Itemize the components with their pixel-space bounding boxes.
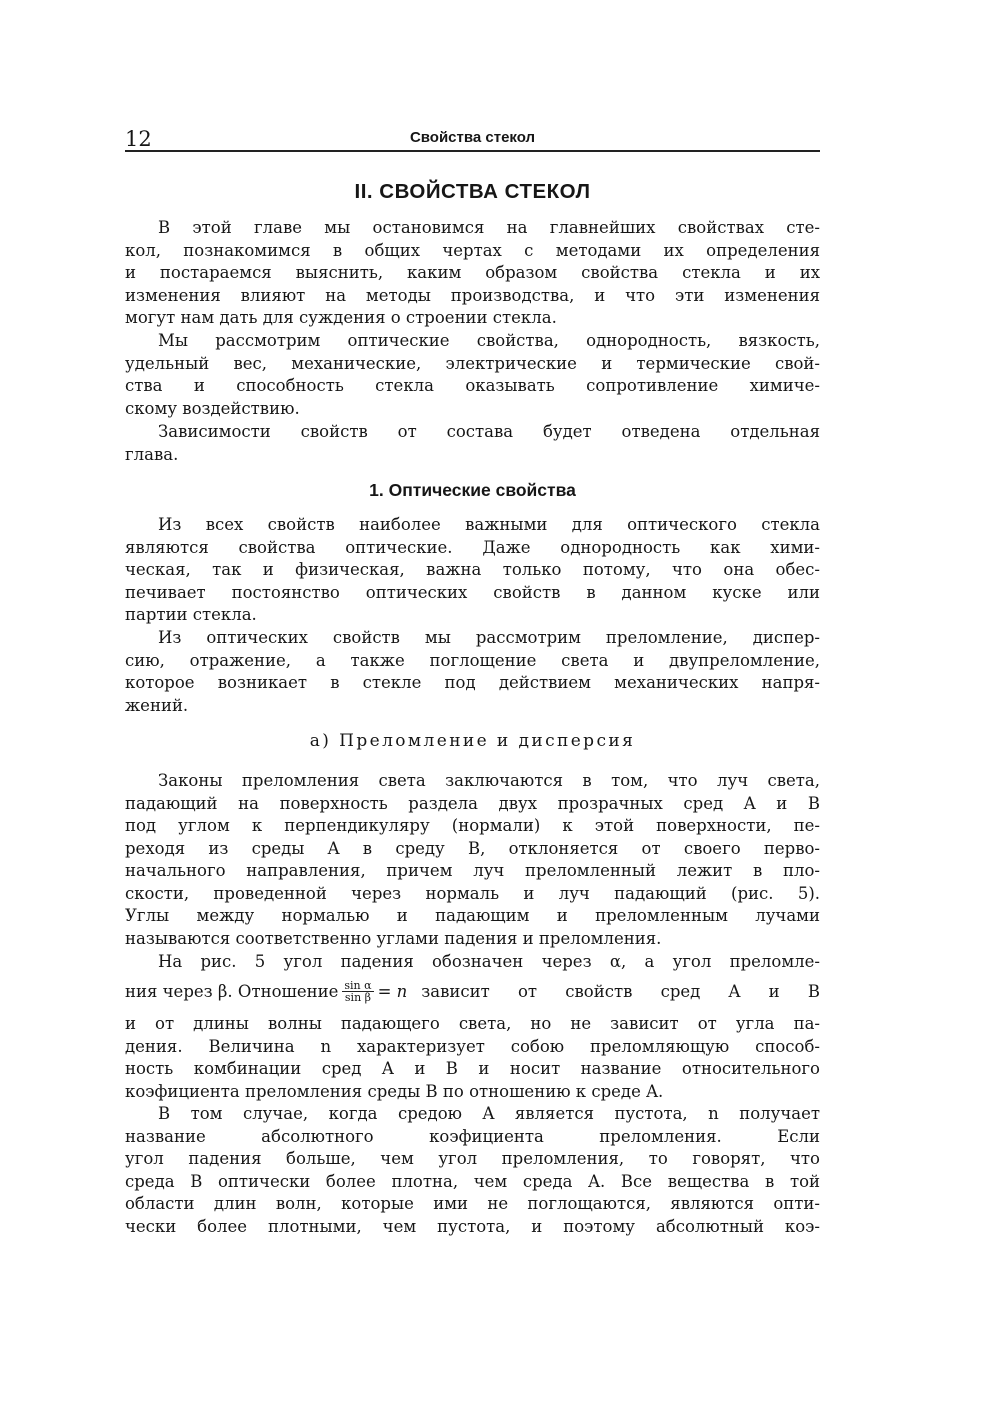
text-line: чески более плотными, чем пустота, и поэтому абсолютный коэ-: [125, 1216, 820, 1236]
formula-numerator: sin α: [344, 978, 372, 992]
text-line: В этой главе мы остановимся на главнейших свойствах сте-: [158, 218, 820, 237]
text-line: печивает постоянство оптических свойств в данном куске или: [125, 582, 820, 602]
formula-denominator: sin β: [344, 990, 372, 1004]
chapter-title: II. СВОЙСТВА СТЕКОЛ: [354, 180, 591, 203]
text-line: Мы рассмотрим оптические свойства, однородность, вязкость,: [158, 331, 820, 350]
text-line: могут нам дать для суждения о строении стекла.: [125, 308, 557, 327]
text-line: падающий на поверхность раздела двух прозрачных сред A и B: [125, 793, 820, 813]
text-fragment: зависит от свойств сред A и B: [421, 982, 820, 1001]
text-line: глава.: [125, 444, 179, 464]
subsection-title: а) Преломление и дисперсия: [309, 731, 636, 751]
text-line: скости, проведенной через нормаль и луч падающий (рис. 5).: [125, 883, 820, 903]
sin-ratio-formula: [342, 980, 373, 1003]
page-number: 12: [125, 127, 152, 151]
text-line: Зависимости свойств от состава будет отведена отдельная: [158, 422, 820, 441]
text-line: ческая, так и физическая, важна только потому, что она обес-: [125, 560, 820, 579]
page-header: [125, 126, 820, 152]
text-line: удельный вес, механические, электрические и термические свой-: [125, 353, 820, 373]
text-line: и постараемся выяснить, каким образом свойства стекла и их: [125, 263, 820, 282]
text-line: кол, познакомимся в общих чертах с методами их определения: [125, 240, 820, 260]
text-line: сию, отражение, а также поглощение света и двупреломление,: [125, 650, 820, 670]
text-line: изменения влияют на методы производства, и что эти изменения: [125, 285, 820, 305]
running-title: Свойства стекол: [409, 129, 536, 146]
text-line: жений.: [125, 695, 189, 715]
text-line: Углы между нормалью и падающим и преломленным лучами: [125, 906, 820, 925]
text-line: скому воздействию.: [125, 398, 300, 418]
text-line: угол падения больше, чем угол преломления, то говорят, что: [125, 1149, 820, 1168]
text-line: называются соответственно углами падения и преломления.: [125, 928, 662, 948]
text-line: которое возникает в стекле под действием механических напря-: [125, 673, 820, 692]
section-title: 1. Оптические свойства: [369, 480, 576, 500]
text-fragment: ния через β. Отношение: [125, 982, 339, 1001]
text-line: ства и способность стекла оказывать сопротивление химиче-: [125, 376, 820, 395]
text-line: Законы преломления света заключаются в том, что луч света,: [158, 771, 820, 790]
text-line: Из всех свойств наиболее важными для оптического стекла: [158, 515, 820, 534]
text-line: партии стекла.: [125, 605, 257, 624]
text-line: реходя из среды A в среду B, отклоняется от своего перво-: [125, 838, 820, 858]
text-line: являются свойства оптические. Даже однородность как хими-: [125, 537, 820, 557]
text-line: название абсолютного коэфициента преломления. Если: [125, 1126, 820, 1146]
formula-rhs: = n: [377, 982, 408, 1001]
text-line: На рис. 5 угол падения обозначен через α, а угол преломле-: [158, 952, 820, 971]
text-line: среда B оптически более плотна, чем среда A. Все вещества в той: [125, 1171, 820, 1191]
text-line: В том случае, когда средою A является пустота, n получает: [158, 1104, 820, 1123]
text-line: начального направления, причем луч преломленный лежит в пло-: [125, 861, 820, 880]
text-line: под углом к перпендикуляру (нормали) к этой поверхности, пе-: [125, 816, 820, 835]
text-line: Из оптических свойств мы рассмотрим преломление, диспер-: [158, 628, 820, 647]
text-line: области длин волн, которые ими не поглощаются, являются опти-: [125, 1194, 820, 1213]
formula-line: [125, 978, 820, 1006]
text-line: ность комбинации сред A и B и носит название относительного: [125, 1059, 820, 1078]
text-line: дения. Величина n характеризует собою преломляющую способ-: [125, 1036, 820, 1056]
text-line: и от длины волны падающего света, но не зависит от угла па-: [125, 1014, 820, 1033]
text-line: коэфициента преломления среды B по отношению к среде A.: [125, 1081, 664, 1101]
